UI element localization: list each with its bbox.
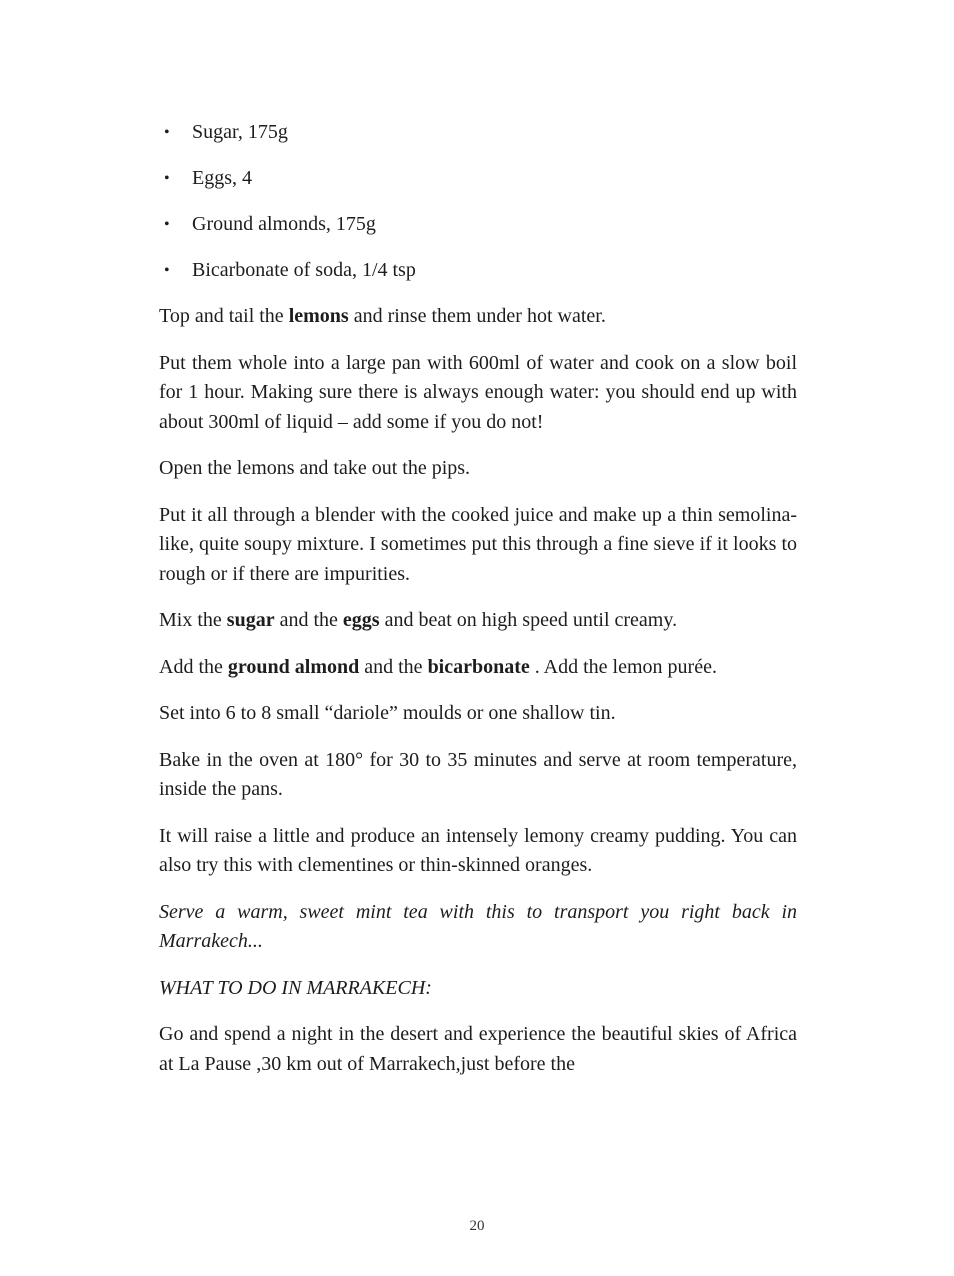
paragraph: [159, 349, 797, 438]
list-item: [159, 118, 797, 147]
paragraph-text: Top and tail the: [159, 305, 289, 327]
paragraph-text: Put it all through a blender with the cooked juice and make up a thin semolina-like, quite soupy mixture. I sometimes put this through a fine sieve if it looks to rough or if there are impurities.: [159, 503, 797, 585]
paragraph-text: Put them whole into a large pan with 600ml of water and cook on a slow boil for 1 hour. Making sure there is always enough water: you should end up with about 300ml of liquid – add some if you do not!: [159, 351, 797, 433]
paragraph: [159, 822, 797, 881]
list-item: [159, 164, 797, 193]
ingredient-bullet-list: [159, 118, 797, 285]
paragraph-text: and the: [359, 655, 428, 678]
paragraph-bold-text: eggs: [342, 609, 380, 631]
paragraph: [159, 454, 797, 484]
list-item: [159, 210, 797, 239]
bullet-icon: •: [164, 124, 170, 141]
list-item-text: Bicarbonate of soda, 1/4 tsp: [192, 259, 416, 281]
bullet-icon: •: [164, 216, 170, 233]
paragraph: [159, 974, 797, 1004]
list-item-text: Eggs, 4: [192, 167, 252, 189]
bullet-icon: •: [164, 170, 170, 187]
paragraph: [159, 699, 797, 729]
paragraph-text: WHAT TO DO IN MARRAKECH:: [159, 976, 432, 999]
paragraph: [159, 746, 797, 805]
paragraph-bold-text: bicarbonate: [427, 655, 530, 678]
paragraph-text: Open the lemons and take out the pips.: [159, 457, 471, 479]
paragraph-text: Mix the: [159, 609, 227, 631]
list-item-text: Sugar, 175g: [192, 121, 288, 143]
paragraph: [159, 898, 797, 957]
paragraph: [159, 653, 797, 683]
list-item: [159, 256, 797, 285]
paragraph-bold-text: ground almond: [227, 655, 360, 678]
bullet-icon: •: [164, 262, 170, 279]
list-item-text: Ground almonds, 175g: [192, 213, 376, 235]
page-number: 20: [469, 1218, 485, 1234]
paragraph: [159, 1020, 797, 1079]
paragraph-text: Add the: [159, 655, 228, 678]
paragraph-text: Bake in the oven at 180° for 30 to 35 minutes and serve at room temperature, inside the pans.: [159, 748, 797, 800]
paragraphs-container: [159, 302, 797, 1079]
paragraph-text: . Add the lemon purée.: [529, 655, 717, 678]
paragraph-text: Serve a warm, sweet mint tea with this to transport you right back in Marrakech...: [159, 900, 797, 952]
paragraph: [159, 501, 797, 590]
paragraph-text: Set into 6 to 8 small “dariole” moulds or one shallow tin.: [159, 702, 616, 724]
paragraph-text: It will raise a little and produce an intensely lemony creamy pudding. You can also try this with clementines or thin-skinned oranges.: [159, 824, 797, 876]
paragraph-text: and the: [274, 609, 343, 631]
page-content: [159, 118, 797, 1096]
paragraph-bold-text: lemons: [288, 305, 349, 327]
paragraph-text: and rinse them under hot water.: [348, 305, 606, 327]
paragraph-text: and beat on high speed until creamy.: [379, 609, 678, 631]
paragraph: [159, 302, 797, 332]
paragraph-text: Go and spend a night in the desert and experience the beautiful skies of Africa at La Pause ,30 km out of Marrakech,just before the: [159, 1023, 797, 1075]
paragraph-bold-text: sugar: [226, 609, 275, 631]
paragraph: [159, 606, 797, 636]
